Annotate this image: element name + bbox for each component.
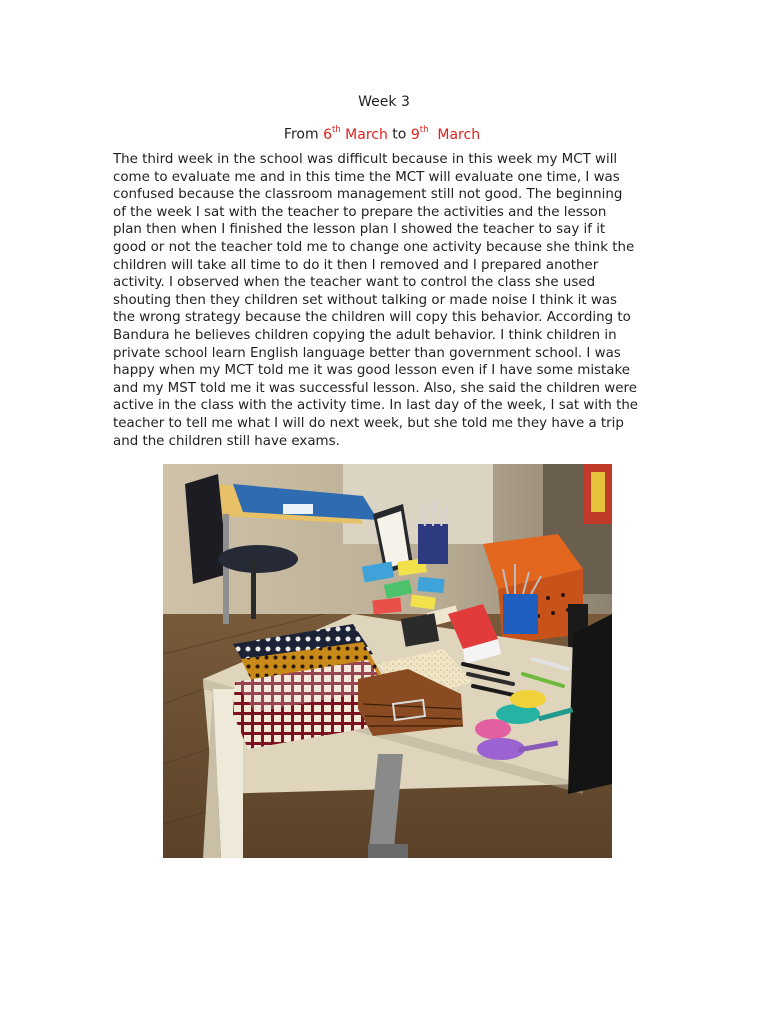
start-month: March bbox=[340, 126, 388, 143]
paragraph-line: Bandura he believes children copying the adult behavior. I think children in bbox=[113, 327, 617, 343]
start-day-suffix: th bbox=[331, 125, 341, 135]
paragraph-line: of the week I sat with the teacher to prepare the activities and the lesson bbox=[113, 204, 607, 220]
paragraph-line: children will take all time to do it then I removed and I prepared another bbox=[113, 257, 599, 273]
classroom-desk-illustration bbox=[163, 464, 612, 858]
end-month: March bbox=[428, 126, 481, 143]
paragraph-line: and my MST told me it was successful lesson. Also, she said the children were bbox=[113, 380, 637, 396]
paragraph-line: the wrong strategy because the children will copy this behavior. According to bbox=[113, 310, 631, 326]
paragraph-line: come to evaluate me and in this time the MCT will evaluate one time, I was bbox=[113, 169, 620, 185]
reflection-paragraph bbox=[113, 151, 661, 450]
end-date bbox=[411, 127, 480, 143]
paragraph-line: teacher to tell me what I will do next week, but she told me they have a trip bbox=[113, 415, 624, 431]
paragraph-line: shouting then they children set without talking or made noise I think it was bbox=[113, 292, 618, 308]
end-day-suffix: th bbox=[419, 125, 429, 135]
paragraph-line: private school learn English language better than government school. I was bbox=[113, 345, 621, 361]
from-label: From bbox=[283, 126, 324, 143]
paragraph-line: confused because the classroom management still not good. The beginning bbox=[113, 187, 623, 203]
paragraph-line: activity. I observed when the teacher want to control the class she used bbox=[113, 275, 596, 291]
paragraph-line: The third week in the school was difficult because in this week my MCT will bbox=[113, 152, 618, 167]
end-day: 9 bbox=[410, 126, 420, 143]
start-day: 6 bbox=[323, 126, 332, 143]
paragraph-line: and the children still have exams. bbox=[113, 433, 340, 449]
paragraph-line: active in the class with the activity time. In last day of the week, I sat with the bbox=[113, 398, 639, 414]
page-title: Week 3 bbox=[358, 94, 410, 110]
classroom-desk-photo bbox=[163, 464, 612, 858]
paragraph-line: plan then when I finished the lesson plan I showed the teacher to say if it bbox=[113, 222, 606, 238]
paragraph-line: happy when my MCT told me it was good lesson even if I have some mistake bbox=[113, 363, 630, 379]
paragraph-line: good or not the teacher told me to change one activity because she think the bbox=[113, 239, 635, 255]
start-date bbox=[323, 127, 388, 143]
date-range bbox=[0, 121, 764, 145]
to-label: to bbox=[387, 126, 411, 143]
